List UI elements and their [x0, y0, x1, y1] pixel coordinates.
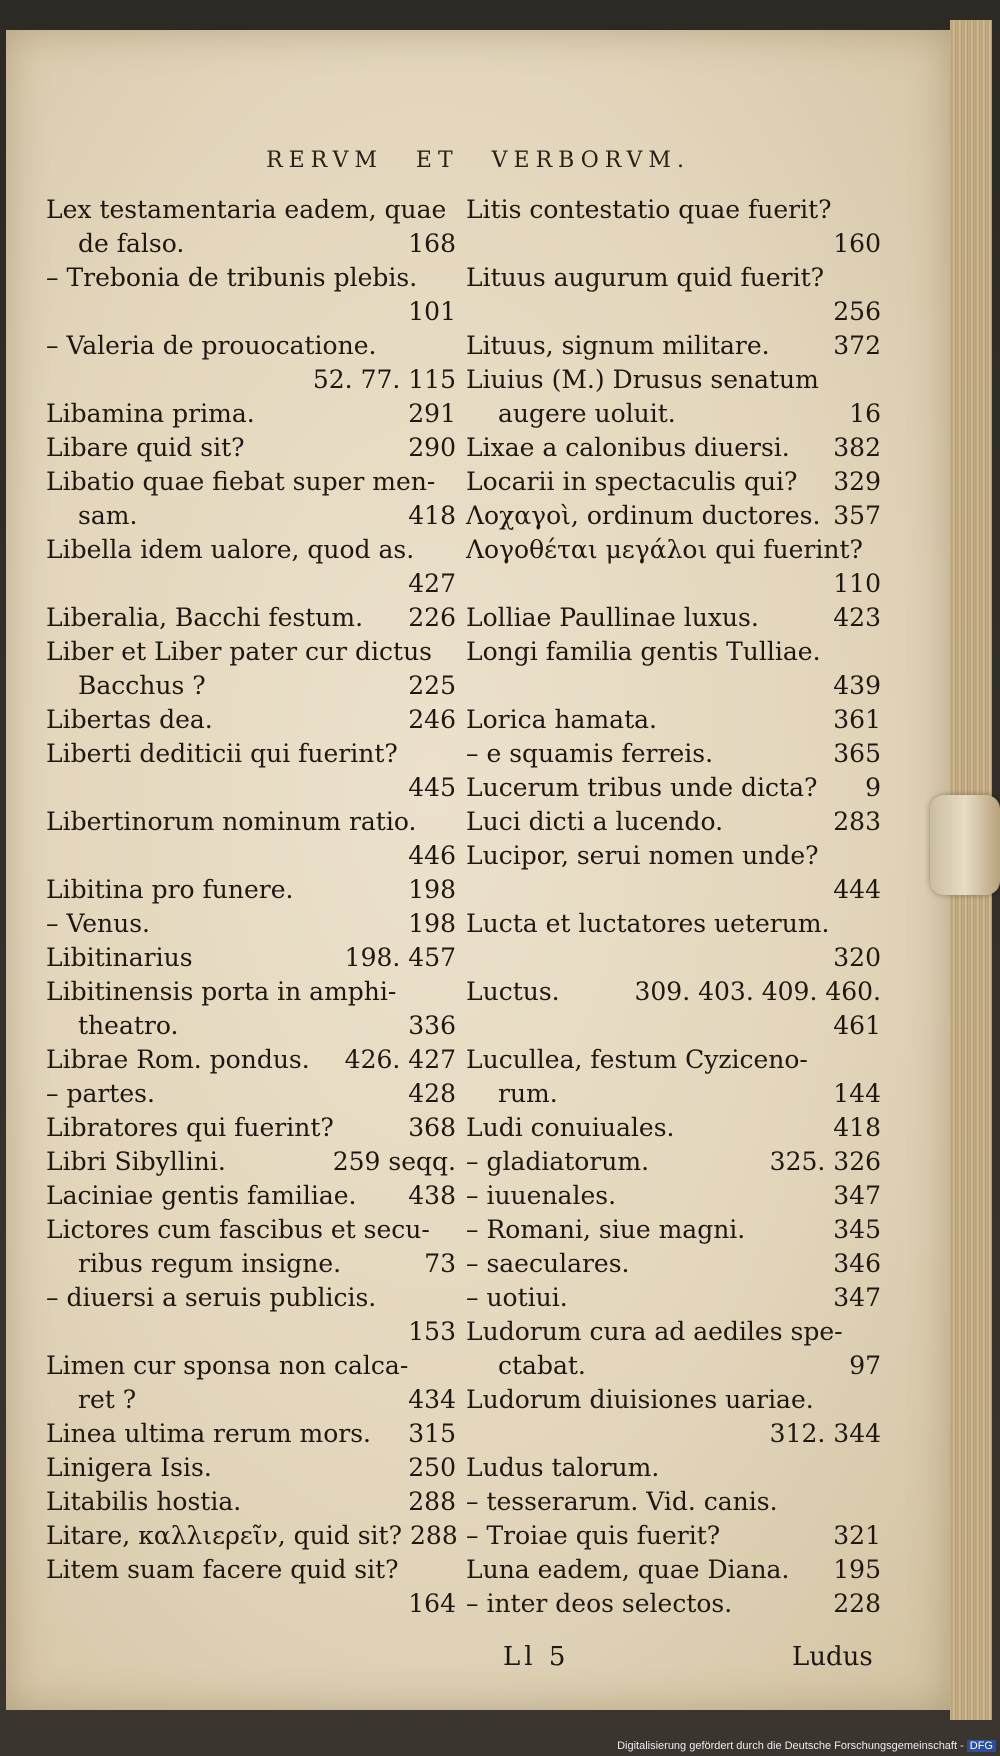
credit-text: Digitalisierung gefördert durch die Deutsche Forschungsgemeinschaft -: [617, 1740, 964, 1752]
index-entry: [46, 1349, 456, 1383]
index-entry: [46, 295, 456, 329]
index-entry: [46, 669, 456, 703]
index-entry: [466, 1077, 881, 1111]
index-entry: [46, 1043, 456, 1077]
index-entry: [466, 1111, 881, 1145]
index-entry: [46, 227, 456, 261]
entry-text: ribus regum insigne.: [78, 1249, 342, 1278]
entry-page: 325. 326: [769, 1147, 881, 1176]
entry-text: rum.: [498, 1079, 558, 1108]
entry-text: – uotiui.: [466, 1283, 568, 1312]
entry-page: 309. 403. 409. 460.: [634, 977, 881, 1006]
index-entry: [46, 499, 456, 533]
index-entry: [46, 1519, 456, 1553]
entry-text: Lucullea, festum Cyziceno-: [466, 1045, 808, 1074]
index-entry: [46, 261, 456, 295]
entry-text: Litabilis hostia.: [46, 1487, 242, 1516]
index-entry: [46, 363, 456, 397]
entry-text: sam.: [78, 501, 138, 530]
dfg-logo: DFG: [967, 1740, 996, 1752]
entry-text: Bacchus ?: [78, 671, 206, 700]
entry-page: 288: [408, 1487, 456, 1516]
entry-page: 439: [833, 671, 881, 700]
entry-text: Litare, καλλιερεῖν, quid sit?: [46, 1521, 403, 1550]
entry-page: 418: [833, 1113, 881, 1142]
index-entry: [466, 635, 881, 669]
entry-text: Lictores cum fascibus et secu-: [46, 1215, 430, 1244]
entry-text: Limen cur sponsa non calca-: [46, 1351, 409, 1380]
entry-text: Luna eadem, quae Diana.: [466, 1555, 790, 1584]
entry-text: Lex testamentaria eadem, quae: [46, 195, 447, 224]
entry-page: 445: [408, 773, 456, 802]
entry-page: 226: [408, 603, 456, 632]
index-entry: [466, 567, 881, 601]
index-entry: [466, 1553, 881, 1587]
index-entry: [46, 1587, 456, 1621]
index-entry: [46, 431, 456, 465]
entry-page: 345: [833, 1215, 881, 1244]
entry-text: augere uoluit.: [498, 399, 676, 428]
entry-page: 423: [833, 603, 881, 632]
index-entry: [46, 839, 456, 873]
entry-text: de falso.: [78, 229, 185, 258]
entry-text: ctabat.: [498, 1351, 586, 1380]
entry-page: 168: [408, 229, 456, 258]
index-entry: [46, 1213, 456, 1247]
entry-text: Librae Rom. pondus.: [46, 1045, 310, 1074]
index-entry: [46, 601, 456, 635]
entry-text: Linea ultima rerum mors.: [46, 1419, 371, 1448]
entry-page: 198: [408, 875, 456, 904]
index-entry: [466, 737, 881, 771]
index-entry: [466, 1043, 881, 1077]
entry-page: 153: [408, 1317, 456, 1346]
catchword: Ludus: [792, 1642, 873, 1672]
entry-page: 321: [833, 1521, 881, 1550]
index-entry: [46, 329, 456, 363]
entry-text: – Troiae quis fuerit?: [466, 1521, 721, 1550]
book-page: [6, 30, 950, 1710]
entry-text: Libri Sibyllini.: [46, 1147, 226, 1176]
entry-page: 365: [833, 739, 881, 768]
index-entry: [466, 1213, 881, 1247]
index-entry: [46, 771, 456, 805]
entry-page: 427: [408, 569, 456, 598]
index-entry: [46, 703, 456, 737]
entry-page: 110: [833, 569, 881, 598]
signature-mark: Ll 5: [503, 1642, 570, 1672]
index-entry: [46, 1315, 456, 1349]
entry-text: Liber et Liber pater cur dictus: [46, 637, 432, 666]
index-entry: [466, 975, 881, 1009]
entry-page: 438: [408, 1181, 456, 1210]
entry-page: 246: [408, 705, 456, 734]
index-entry: [46, 1485, 456, 1519]
entry-text: – inter deos selectos.: [466, 1589, 733, 1618]
entry-page: 368: [408, 1113, 456, 1142]
index-entry: [46, 465, 456, 499]
index-entry: [466, 771, 881, 805]
index-entry: [46, 567, 456, 601]
entry-page: 320: [833, 943, 881, 972]
index-entry: [46, 1145, 456, 1179]
entry-text: Litem suam facere quid sit?: [46, 1555, 399, 1584]
entry-text: Liberti dediticii qui fuerint?: [46, 739, 398, 768]
index-entry: [466, 193, 881, 227]
entry-page: 73: [424, 1249, 456, 1278]
entry-page: 336: [408, 1011, 456, 1040]
entry-page: 52. 77. 115: [312, 365, 456, 394]
entry-text: Libamina prima.: [46, 399, 255, 428]
index-entry: [466, 703, 881, 737]
index-entry: [466, 1281, 881, 1315]
entry-text: Ludus talorum.: [466, 1453, 660, 1482]
entry-page: 382: [833, 433, 881, 462]
index-entry: [46, 1553, 456, 1587]
index-entry: [46, 1077, 456, 1111]
entry-text: Lucipor, serui nomen unde?: [466, 841, 819, 870]
index-entry: [466, 1587, 881, 1621]
entry-text: Lixae a calonibus diuersi.: [466, 433, 790, 462]
entry-text: – diuersi a seruis publicis.: [46, 1283, 377, 1312]
entry-text: Lucta et luctatores ueterum.: [466, 909, 830, 938]
entry-text: Luctus.: [466, 977, 560, 1006]
index-entry: [466, 431, 881, 465]
index-entry: [466, 601, 881, 635]
index-entry: [466, 499, 881, 533]
index-entry: [466, 363, 881, 397]
entry-text: – iuuenales.: [466, 1181, 617, 1210]
entry-page: 329: [833, 467, 881, 496]
entry-text: Litis contestatio quae fuerit?: [466, 195, 832, 224]
index-entry: [46, 533, 456, 567]
index-entry: [46, 907, 456, 941]
index-entry: [46, 1111, 456, 1145]
entry-text: Ludorum cura ad aediles spe-: [466, 1317, 843, 1346]
running-header: [6, 148, 950, 173]
entry-page: 164: [408, 1589, 456, 1618]
entry-page: 312. 344: [769, 1419, 881, 1448]
entry-text: – partes.: [46, 1079, 155, 1108]
index-entry: [46, 193, 456, 227]
index-column-left: [46, 193, 456, 1621]
entry-page: 195: [833, 1555, 881, 1584]
entry-page: 144: [833, 1079, 881, 1108]
index-entry: [466, 1485, 881, 1519]
entry-text: Luci dicti a lucendo.: [466, 807, 724, 836]
entry-page: 198: [408, 909, 456, 938]
entry-text: – Romani, siue magni.: [466, 1215, 746, 1244]
entry-text: Libitina pro funere.: [46, 875, 294, 904]
entry-text: Libitinarius: [46, 943, 193, 972]
entry-page: 250: [408, 1453, 456, 1482]
entry-page: 346: [833, 1249, 881, 1278]
entry-page: 259 seqq.: [332, 1147, 456, 1176]
index-entry: [466, 1417, 881, 1451]
index-entry: [466, 941, 881, 975]
entry-page: 290: [408, 433, 456, 462]
entry-text: Libella idem ualore, quod as.: [46, 535, 415, 564]
index-entry: [466, 261, 881, 295]
index-entry: [46, 1451, 456, 1485]
entry-text: ret ?: [78, 1385, 137, 1414]
index-entry: [466, 227, 881, 261]
entry-page: 446: [408, 841, 456, 870]
index-entry: [466, 1145, 881, 1179]
entry-page: 361: [833, 705, 881, 734]
digitization-credit: [0, 1740, 996, 1752]
entry-page: 461: [833, 1011, 881, 1040]
entry-text: Lituus augurum quid fuerit?: [466, 263, 825, 292]
index-entry: [46, 1247, 456, 1281]
index-entry: [466, 397, 881, 431]
entry-text: Linigera Isis.: [46, 1453, 212, 1482]
entry-text: Libitinensis porta in amphi-: [46, 977, 397, 1006]
index-entry: [46, 1179, 456, 1213]
entry-page: 101: [408, 297, 456, 326]
index-entry: [466, 907, 881, 941]
entry-text: Lituus, signum militare.: [466, 331, 770, 360]
entry-text: Lucerum tribus unde dicta?: [466, 773, 818, 802]
entry-text: Locarii in spectaculis qui?: [466, 467, 798, 496]
index-entry: [466, 1009, 881, 1043]
entry-text: Ludorum diuisiones uariae.: [466, 1385, 814, 1414]
index-entry: [46, 737, 456, 771]
entry-page: 372: [833, 331, 881, 360]
entry-text: Λογοθέται μεγάλοι qui fuerint?: [466, 535, 863, 564]
index-entry: [466, 805, 881, 839]
entry-page: 418: [408, 501, 456, 530]
entry-text: – gladiatorum.: [466, 1147, 650, 1176]
index-entry: [46, 1417, 456, 1451]
entry-text: Ludi conuiuales.: [466, 1113, 675, 1142]
index-entry: [46, 873, 456, 907]
entry-page: 434: [408, 1385, 456, 1414]
index-entry: [466, 1349, 881, 1383]
header-mid: ET: [415, 148, 459, 173]
entry-page: 347: [833, 1283, 881, 1312]
entry-page: 283: [833, 807, 881, 836]
index-entry: [46, 805, 456, 839]
entry-text: theatro.: [78, 1011, 179, 1040]
index-entry: [466, 1519, 881, 1553]
index-entry: [466, 1383, 881, 1417]
index-entry: [46, 1281, 456, 1315]
index-entry: [466, 329, 881, 363]
entry-page: 357: [833, 501, 881, 530]
entry-text: – saeculares.: [466, 1249, 630, 1278]
entry-text: Libratores qui fuerint?: [46, 1113, 334, 1142]
index-entry: [466, 1315, 881, 1349]
entry-page: 426. 427: [344, 1045, 456, 1074]
index-entry: [466, 1451, 881, 1485]
entry-text: Λοχαγοὶ, ordinum ductores.: [466, 501, 821, 530]
header-left: RERVM: [266, 148, 383, 173]
index-entry: [46, 635, 456, 669]
entry-text: – Trebonia de tribunis plebis.: [46, 263, 418, 292]
index-entry: [46, 1383, 456, 1417]
entry-page: 9: [865, 773, 881, 802]
entry-text: Longi familia gentis Tulliae.: [466, 637, 821, 666]
entry-page: 160: [833, 229, 881, 258]
entry-text: – Valeria de prouocatione.: [46, 331, 377, 360]
header-right: VERBORVM.: [491, 148, 690, 173]
entry-page: 198. 457: [344, 943, 456, 972]
entry-page: 97: [849, 1351, 881, 1380]
entry-text: Lorica hamata.: [466, 705, 657, 734]
index-entry: [466, 295, 881, 329]
index-entry: [466, 533, 881, 567]
index-entry: [466, 669, 881, 703]
entry-text: Liuius (M.) Drusus senatum: [466, 365, 819, 394]
entry-text: Libertinorum nominum ratio.: [46, 807, 417, 836]
entry-text: Libertas dea.: [46, 705, 213, 734]
index-entry: [466, 1179, 881, 1213]
entry-page: 291: [408, 399, 456, 428]
entry-text: Libare quid sit?: [46, 433, 245, 462]
book-tab: [930, 795, 1000, 895]
entry-page: 225: [408, 671, 456, 700]
entry-text: Laciniae gentis familiae.: [46, 1181, 357, 1210]
entry-page: 444: [833, 875, 881, 904]
entry-page: 288: [410, 1521, 458, 1550]
entry-text: Libatio quae fiebat super men-: [46, 467, 436, 496]
index-entry: [46, 941, 456, 975]
entry-page: 16: [849, 399, 881, 428]
entry-page: 428: [408, 1079, 456, 1108]
entry-text: – tesserarum. Vid. canis.: [466, 1487, 778, 1516]
index-entry: [46, 397, 456, 431]
index-column-right: [466, 193, 881, 1621]
entry-page: 315: [408, 1419, 456, 1448]
index-entry: [466, 465, 881, 499]
entry-page: 347: [833, 1181, 881, 1210]
entry-text: – e squamis ferreis.: [466, 739, 714, 768]
index-entry: [46, 1009, 456, 1043]
entry-text: Liberalia, Bacchi festum.: [46, 603, 364, 632]
entry-text: Lolliae Paullinae luxus.: [466, 603, 759, 632]
entry-text: – Venus.: [46, 909, 150, 938]
index-entry: [46, 975, 456, 1009]
index-entry: [466, 839, 881, 873]
index-entry: [466, 1247, 881, 1281]
entry-page: 256: [833, 297, 881, 326]
index-entry: [466, 873, 881, 907]
entry-page: 228: [833, 1589, 881, 1618]
